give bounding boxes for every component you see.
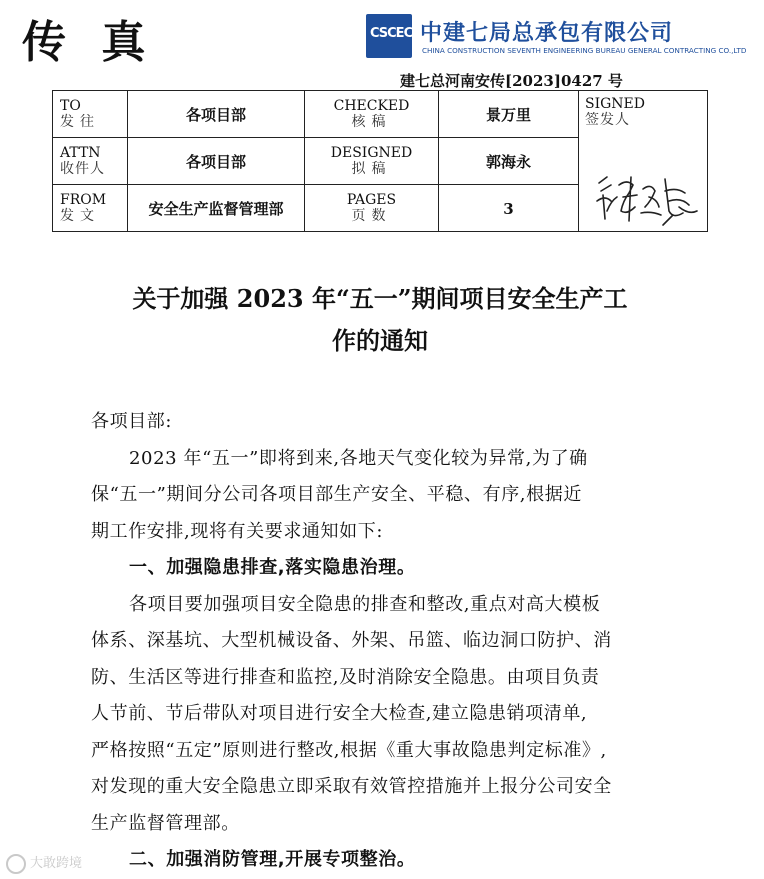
paragraph-line: 防、生活区等进行排查和监控,及时消除安全隐患。由项目负责 (91, 666, 600, 688)
watermark (6, 852, 82, 874)
section-heading: 二、加强消防管理,开展专项整治。 (129, 849, 416, 870)
table-row (53, 91, 708, 138)
document-number: 建七总河南安传[2023]0427 号 (400, 72, 623, 90)
from-value: 安全生产监督管理部 (148, 199, 284, 218)
pages-value-cell (439, 185, 579, 232)
fax-title: 传 真 (22, 17, 156, 68)
company-name-english: CHINA CONSTRUCTION SEVENTH ENGINEERING BUREAU GENERAL CONTRACTING CO.,LTD (422, 46, 747, 55)
document-title (60, 278, 700, 362)
from-label-en: FROM (60, 191, 107, 208)
company-name: 中建七局总承包有限公司 (420, 21, 674, 46)
pages-label (305, 185, 439, 232)
document-title-line: 关于加强 2023 年“五一”期间项目安全生产工 (132, 284, 628, 313)
checked-value-cell (439, 91, 579, 138)
signed-label-en: SIGNED (585, 96, 645, 112)
document-title-line: 作的通知 (332, 326, 428, 355)
designed-value-cell (439, 138, 579, 185)
attn-label-en: ATTN (60, 144, 101, 161)
paragraph-line: 生产监督管理部。 (91, 812, 240, 834)
to-value-cell (128, 91, 305, 138)
designed-value: 郭海永 (485, 152, 531, 171)
paragraph-line: 体系、深基坑、大型机械设备、外架、吊篮、临边洞口防护、消 (91, 630, 612, 651)
pages-value: 3 (503, 199, 514, 218)
signed-label-cn: 签发人 (585, 112, 630, 128)
document-body (91, 404, 681, 879)
watermark-text: 大敢跨境 (30, 856, 83, 871)
handwritten-signature-icon (593, 171, 703, 231)
company-logo-text: CSCEC (370, 26, 413, 41)
designed-label-en: DESIGNED (330, 144, 413, 161)
to-label (53, 91, 128, 138)
designed-label (305, 138, 439, 185)
to-label-en: TO (60, 97, 81, 114)
section-heading: 一、加强隐患排查,落实隐患治理。 (129, 557, 416, 578)
paragraph-line: 各项目要加强项目安全隐患的排查和整改,重点对高大模板 (129, 593, 601, 615)
checked-label-en: CHECKED (333, 97, 410, 114)
attn-label-cn: 收件人 (60, 160, 105, 177)
paragraph-line: 对发现的重大安全隐患立即采取有效管控措施并上报分公司安全 (91, 776, 612, 797)
to-value: 各项目部 (185, 105, 246, 124)
checked-label-cn: 核稿 (351, 113, 392, 130)
attn-value-cell (128, 138, 305, 185)
paragraph-line: 严格按照“五定”原则进行整改,根据《重大事故隐患判定标准》, (91, 739, 607, 761)
designed-label-cn: 拟稿 (351, 160, 392, 177)
checked-label (305, 91, 439, 138)
from-label (53, 185, 128, 232)
fax-header-table (52, 90, 708, 232)
checked-value: 景万里 (485, 105, 531, 124)
attn-value: 各项目部 (185, 152, 246, 171)
from-value-cell (128, 185, 305, 232)
paragraph-line: 人节前、节后带队对项目进行安全大检查,建立隐患销项清单, (91, 703, 588, 724)
pages-label-cn: 页数 (351, 207, 392, 224)
watermark-logo-icon (6, 854, 26, 874)
to-label-cn: 发往 (60, 113, 100, 130)
pages-label-en: PAGES (346, 191, 397, 208)
paragraph-line: 2023 年“五一”即将到来,各地天气变化较为异常,为了确 (129, 447, 588, 469)
signed-cell (579, 91, 708, 232)
company-logo-icon (366, 14, 412, 58)
salutation: 各项目部: (91, 411, 173, 432)
attn-label (53, 138, 128, 185)
paragraph-line: 保“五一”期间分公司各项目部生产安全、平稳、有序,根据近 (91, 484, 582, 505)
paragraph-line: 期工作安排,现将有关要求通知如下: (91, 520, 383, 542)
company-brand (366, 14, 747, 66)
from-label-cn: 发文 (60, 207, 100, 224)
